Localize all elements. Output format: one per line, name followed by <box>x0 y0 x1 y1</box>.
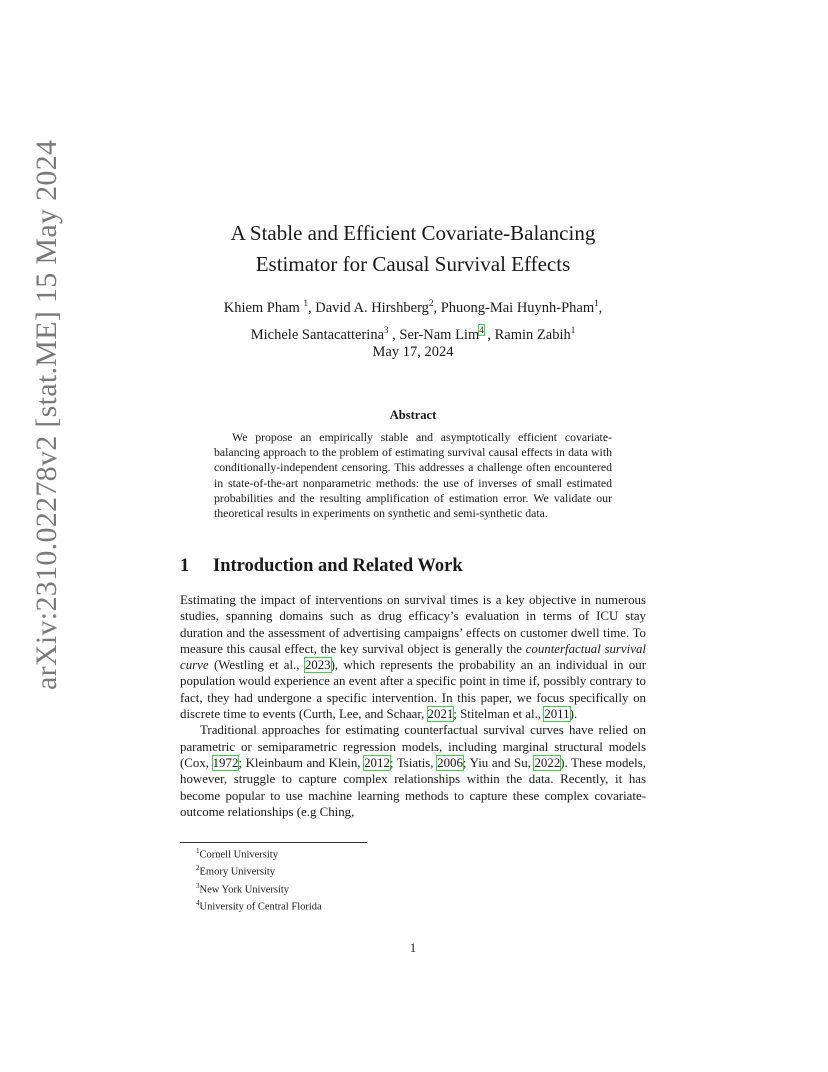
abstract-text: We propose an empirically stable and asymptotically efficient covariate-balancing approach to the problem of estimating survival causal effects in data with conditionally-independent censoring. This addresses a challenge often encountered in state-of-the-art nonparametric methods: the use of inverses of small estimated probabilities and the resulting amplification of estimation error. We validate our theoretical results in experiments on synthetic and semi-synthetic data. <box>214 430 612 521</box>
text-run: ). <box>569 707 578 722</box>
citation-link[interactable]: 1972 <box>212 755 239 770</box>
footnote-mark: 4 <box>196 898 200 907</box>
abstract-heading: Abstract <box>389 408 437 422</box>
author-name: Phuong-Mai Huynh-Pham <box>440 299 595 316</box>
footnote-text: University of Central Florida <box>199 901 322 913</box>
footnotes <box>196 845 322 914</box>
footnote-text: Emory University <box>199 866 276 878</box>
arxiv-identifier: arXiv:2310.02278v2 [stat.ME] 15 May 2024 <box>30 139 63 690</box>
arxiv-sidebar <box>15 0 65 1072</box>
paragraph <box>180 592 646 722</box>
author-affiliation: 1 <box>303 298 308 308</box>
citation-link[interactable]: 2006 <box>437 755 463 770</box>
page-number: 1 <box>409 940 417 955</box>
footnote <box>196 862 322 879</box>
text-run: ; Tsiatis, <box>389 755 438 770</box>
title-line-2: Estimator for Causal Survival Effects <box>255 252 571 276</box>
paragraph <box>180 722 646 820</box>
abstract-body <box>214 430 612 521</box>
footnote-mark: 3 <box>196 881 200 890</box>
footnote <box>196 880 322 897</box>
footnote-mark: 2 <box>196 864 200 873</box>
section-heading <box>180 556 463 577</box>
citation-link[interactable]: 2021 <box>427 707 454 722</box>
text-run: Traditional approaches for estimating counterfactual survival curves have relied on parametric or semiparametric regression models, including marginal structural models (Cox, <box>180 723 646 770</box>
emphasis-text: counterfactual survival curve <box>180 641 646 673</box>
author-name: Ramin Zabih <box>494 326 571 343</box>
footnote <box>196 897 322 914</box>
author-affiliation: 1 <box>594 298 599 308</box>
text-run: ; Kleinbaum and Klein, <box>238 755 365 770</box>
citation-link[interactable]: 2022 <box>534 755 561 770</box>
text-run: ; Stitelman et al., <box>453 707 545 722</box>
footnote-mark: 1 <box>196 847 200 855</box>
footnote-text: Cornell University <box>199 849 278 861</box>
footnote-rule <box>180 842 367 843</box>
footnote <box>196 845 322 862</box>
author-name: David A. Hirshberg <box>315 299 429 316</box>
author-affiliation: 1 <box>570 324 576 335</box>
text-run: ; Yiu and Su, <box>462 755 535 770</box>
title-line-1: A Stable and Efficient Covariate-Balancing <box>230 221 596 245</box>
author-line-2: Michele Santacatterina$^3$ , Ser-Nam Lim$^4$ , Ramin Zabih$^1$ <box>250 324 576 343</box>
citation-link[interactable]: 2023 <box>304 658 331 673</box>
text-run: ). These models, however, struggle to capture complex relationships within the data. Recently, it has become popular to use machine learning methods to capture these complex covariate-outcome relationships (e.g Ching, <box>180 755 646 819</box>
section-number: 1 <box>180 556 190 576</box>
section-title: Introduction and Related Work <box>213 556 463 576</box>
author-name: Michele Santacatterina <box>250 326 385 343</box>
text-run: Estimating the impact of interventions on survival times is a key objective in numerous studies, spanning domains such as drug efficacy’s evaluation in terms of ICU stay duration and the assessment of advertising campaigns’ effects on customer dwell time. To measure this causal effect, the key survival object is generally the <box>180 593 646 656</box>
paper-title <box>180 218 646 280</box>
author-line-1: Khiem Pham $^1$, David A. Hirshberg$^2$, Phuong-Mai Huynh-Pham$^1$, <box>223 298 603 316</box>
author-name: Ser-Nam Lim <box>399 326 480 343</box>
paper-date: May 17, 2024 <box>372 344 454 360</box>
text-run: (Westling et al., <box>208 658 305 673</box>
text-run: ), which represents the probability an an individual in our population would experience an event after a specific point in time if, possibly contrary to fact, they had undergone a specific intervention. In this paper, we focus specifically on discrete time to events (Curth, Lee, and Schaar, <box>180 658 646 722</box>
author-affiliation: 2 <box>428 298 434 308</box>
author-name: Khiem Pham <box>223 299 304 316</box>
footnote-text: New York University <box>199 884 290 896</box>
author-affiliation: 3 <box>384 324 389 335</box>
author-list <box>170 292 656 346</box>
citation-link[interactable]: 2011 <box>544 707 570 722</box>
section-body <box>180 592 646 820</box>
author-affiliation-link[interactable]: 4 <box>479 324 484 335</box>
citation-link[interactable]: 2012 <box>364 755 390 770</box>
